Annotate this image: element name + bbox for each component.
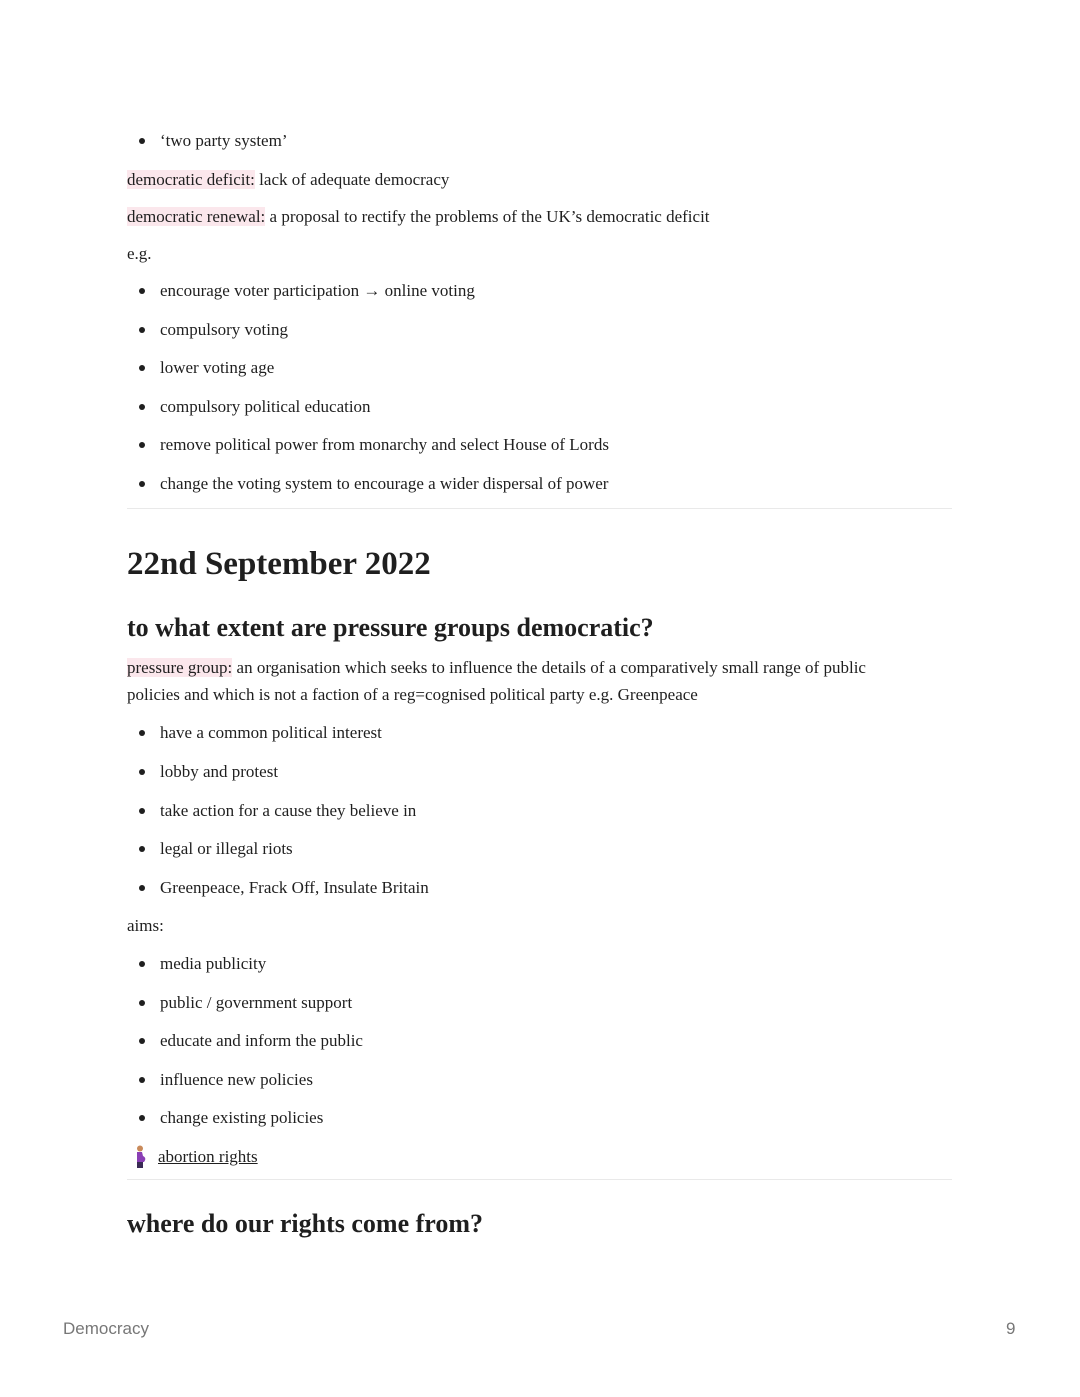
divider — [127, 1179, 952, 1180]
bullet-dot — [139, 481, 145, 487]
bullet-dot — [139, 1077, 145, 1083]
link-text[interactable]: abortion rights — [158, 1147, 258, 1166]
list-item: change the voting system to encourage a wider dispersal of power — [160, 474, 609, 493]
bullet-dot — [139, 885, 145, 891]
aims-label: aims: — [127, 916, 164, 935]
bullet-dot — [139, 1000, 145, 1006]
list-item: ‘two party system’ — [160, 131, 288, 150]
bullet-dot — [139, 730, 145, 736]
bullet-dot — [139, 442, 145, 448]
list-item: legal or illegal riots — [160, 839, 293, 858]
bullet-dot — [139, 769, 145, 775]
definition-pressure-group — [127, 657, 866, 679]
bullet-dot — [139, 846, 145, 852]
definition-democratic-deficit — [127, 169, 449, 191]
section-heading: where do our rights come from? — [127, 1209, 484, 1238]
list-item: educate and inform the public — [160, 1031, 363, 1050]
definition-text: a proposal to rectify the problems of the UK’s democratic deficit — [265, 207, 710, 226]
list-item: lower voting age — [160, 358, 275, 377]
bullet-dot — [139, 1038, 145, 1044]
date-heading: 22nd September 2022 — [127, 546, 431, 582]
bullet-dot — [139, 808, 145, 814]
section-heading: to what extent are pressure groups democratic? — [127, 613, 654, 642]
definition-text: an organisation which seeks to influence the details of a comparatively small range of public — [232, 658, 866, 677]
definition-text: lack of adequate democracy — [254, 170, 450, 189]
definition-continuation: policies and which is not a faction of a reg=cognised political party e.g. Greenpeace — [127, 685, 698, 704]
pregnant-person-icon — [131, 1145, 149, 1169]
list-item: take action for a cause they believe in — [160, 801, 417, 820]
list-item: encourage voter participation → online voting — [160, 281, 475, 300]
list-item: remove political power from monarchy and select House of Lords — [160, 435, 609, 454]
eg-label: e.g. — [127, 244, 152, 263]
bullet-dot — [139, 404, 145, 410]
definition-term: pressure group: — [127, 658, 233, 677]
divider — [127, 508, 952, 509]
list-item: public / government support — [160, 993, 353, 1012]
list-item: Greenpeace, Frack Off, Insulate Britain — [160, 878, 429, 897]
list-item: media publicity — [160, 954, 267, 973]
page-number: 9 — [1006, 1319, 1016, 1338]
list-item: change existing policies — [160, 1108, 324, 1127]
bullet-dot — [139, 327, 145, 333]
footer-title: Democracy — [63, 1319, 149, 1338]
list-item: compulsory voting — [160, 320, 288, 339]
bullet-dot — [139, 961, 145, 967]
list-item: have a common political interest — [160, 723, 382, 742]
definition-term: democratic renewal: — [127, 207, 266, 226]
definition-democratic-renewal — [127, 206, 710, 228]
bullet-dot — [139, 1115, 145, 1121]
list-item: compulsory political education — [160, 397, 371, 416]
list-item: lobby and protest — [160, 762, 279, 781]
list-item: influence new policies — [160, 1070, 313, 1089]
bullet-dot — [139, 138, 145, 144]
bullet-dot — [139, 365, 145, 371]
definition-term: democratic deficit: — [127, 170, 255, 189]
bullet-dot — [139, 288, 145, 294]
